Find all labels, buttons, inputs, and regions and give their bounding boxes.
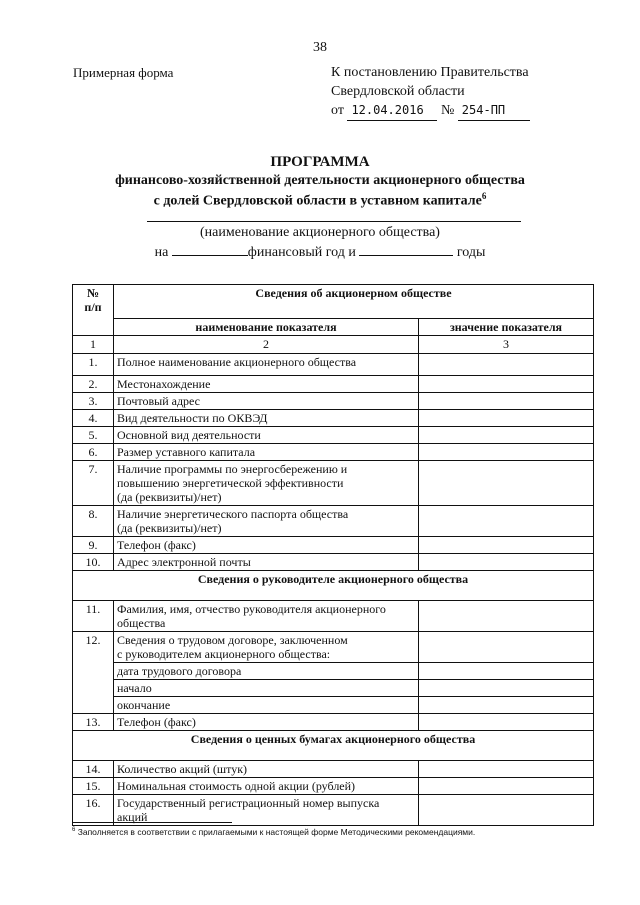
section2-row [73, 571, 594, 601]
row-label: Размер уставного капитала [114, 444, 419, 461]
row-value [419, 506, 594, 537]
row-num: 9. [73, 537, 114, 554]
row-num: 4. [73, 410, 114, 427]
row-label: Телефон (факс) [114, 537, 419, 554]
table-row [73, 376, 594, 393]
section3-row [73, 731, 594, 761]
row-value [419, 427, 594, 444]
footnote-ref-mark: 6 [72, 827, 76, 834]
row-num: 3. [73, 393, 114, 410]
col-index: 1 [73, 336, 114, 354]
row-label: Основной вид деятельности [114, 427, 419, 444]
row-num: 11. [73, 601, 114, 632]
document-subtitle-1: финансово-хозяйственной деятельности акционерного общества [115, 173, 525, 188]
year-blank-1 [172, 255, 248, 256]
row-value [419, 795, 594, 826]
year-prefix: на [154, 245, 169, 260]
row-num: 2. [73, 376, 114, 393]
row-label: Сведения о трудовом договоре, заключенном с руководителем акционерного общества: [114, 632, 419, 663]
col-name-header: наименование показателя [114, 319, 419, 336]
section1-header: Сведения об акционерном обществе [114, 285, 594, 319]
row-value [419, 354, 594, 376]
row-value [419, 778, 594, 795]
row-label: Количество акций (штук) [114, 761, 419, 778]
row-value [419, 461, 594, 506]
row-label: Наличие энергетического паспорта общества (да (реквизиты)/нет) [114, 506, 419, 537]
col-index-row [73, 336, 594, 354]
decree-line-2: Свердловской области [331, 84, 465, 99]
row-num: 12. [73, 632, 114, 714]
col-index: 2 [114, 336, 419, 354]
row-label: Номинальная стоимость одной акции (рублей) [114, 778, 419, 795]
row-num: 14. [73, 761, 114, 778]
footnote-mark: 6 [481, 191, 487, 201]
year-blank-2 [359, 255, 453, 256]
table-row [73, 393, 594, 410]
footnote-divider [72, 822, 232, 823]
row-value [419, 697, 594, 714]
company-name-blank-line [147, 221, 521, 222]
table-row [73, 663, 594, 680]
row-num: 13. [73, 714, 114, 731]
document-subtitle-2 [0, 191, 640, 210]
table-row [73, 632, 594, 663]
row-num: 5. [73, 427, 114, 444]
row-num: 10. [73, 554, 114, 571]
form-label: Примерная форма [73, 65, 174, 80]
page-number: 38 [313, 40, 327, 55]
row-label: Телефон (факс) [114, 714, 419, 731]
decree-number: 254-ПП [458, 101, 530, 121]
row-label: Почтовый адрес [114, 393, 419, 410]
footnote [72, 827, 475, 837]
col-value-header: значение показателя [419, 319, 594, 336]
table-row [73, 714, 594, 731]
row-value [419, 393, 594, 410]
table-row [73, 761, 594, 778]
row-value [419, 632, 594, 663]
table-row [73, 444, 594, 461]
table-row [73, 697, 594, 714]
row-label: Фамилия, имя, отчество руководителя акционерного общества [114, 601, 419, 632]
year-line [0, 245, 640, 261]
decree-reference [331, 63, 530, 121]
table-subheader-row [73, 319, 594, 336]
row-value [419, 410, 594, 427]
decree-date-line [331, 101, 530, 121]
row-label: Наличие программы по энергосбережению и повышению энергетической эффективности (да (реквизиты)/нет) [114, 461, 419, 506]
table-row [73, 461, 594, 506]
table-row [73, 410, 594, 427]
decree-line-1: К постановлению Правительства [331, 65, 529, 80]
year-middle: финансовый год и [247, 245, 356, 260]
row-label: окончание [114, 697, 419, 714]
row-value [419, 444, 594, 461]
row-value [419, 554, 594, 571]
table-row [73, 778, 594, 795]
row-label: Вид деятельности по ОКВЭД [114, 410, 419, 427]
row-label: Полное наименование акционерного общества [114, 354, 419, 376]
row-value [419, 663, 594, 680]
row-label: Государственный регистрационный номер выпуска акций [114, 795, 419, 826]
col-index: 3 [419, 336, 594, 354]
company-info-table [72, 284, 594, 826]
year-suffix: годы [456, 245, 486, 260]
section2-header: Сведения о руководителе акционерного общества [73, 571, 594, 601]
table-row [73, 601, 594, 632]
row-label: начало [114, 680, 419, 697]
decree-date: 12.04.2016 [347, 101, 437, 121]
footnote-text: Заполняется в соответствии с прилагаемыми к настоящей форме Методическими рекомендациями. [77, 827, 476, 837]
row-value [419, 601, 594, 632]
col-num-header: № п/п [73, 285, 114, 336]
table-row [73, 537, 594, 554]
table-row [73, 554, 594, 571]
table-row [73, 506, 594, 537]
document-subtitle-2-text: с долей Свердловской области в уставном капитале [153, 193, 482, 209]
row-label: дата трудового договора [114, 663, 419, 680]
row-value [419, 537, 594, 554]
table-row [73, 795, 594, 826]
row-value [419, 376, 594, 393]
row-num: 7. [73, 461, 114, 506]
table-header-row [73, 285, 594, 319]
row-num: 16. [73, 795, 114, 826]
decree-date-prefix: от [331, 103, 344, 118]
row-num: 15. [73, 778, 114, 795]
table-row [73, 680, 594, 697]
company-name-caption: (наименование акционерного общества) [200, 225, 440, 240]
document-title: ПРОГРАММА [270, 154, 370, 170]
row-value [419, 714, 594, 731]
table-row [73, 427, 594, 444]
row-label: Местонахождение [114, 376, 419, 393]
decree-number-prefix: № [440, 103, 455, 118]
row-value [419, 761, 594, 778]
section3-header: Сведения о ценных бумагах акционерного общества [73, 731, 594, 761]
row-num: 8. [73, 506, 114, 537]
table-row [73, 354, 594, 376]
row-label: Адрес электронной почты [114, 554, 419, 571]
row-num: 6. [73, 444, 114, 461]
row-num: 1. [73, 354, 114, 376]
row-value [419, 680, 594, 697]
